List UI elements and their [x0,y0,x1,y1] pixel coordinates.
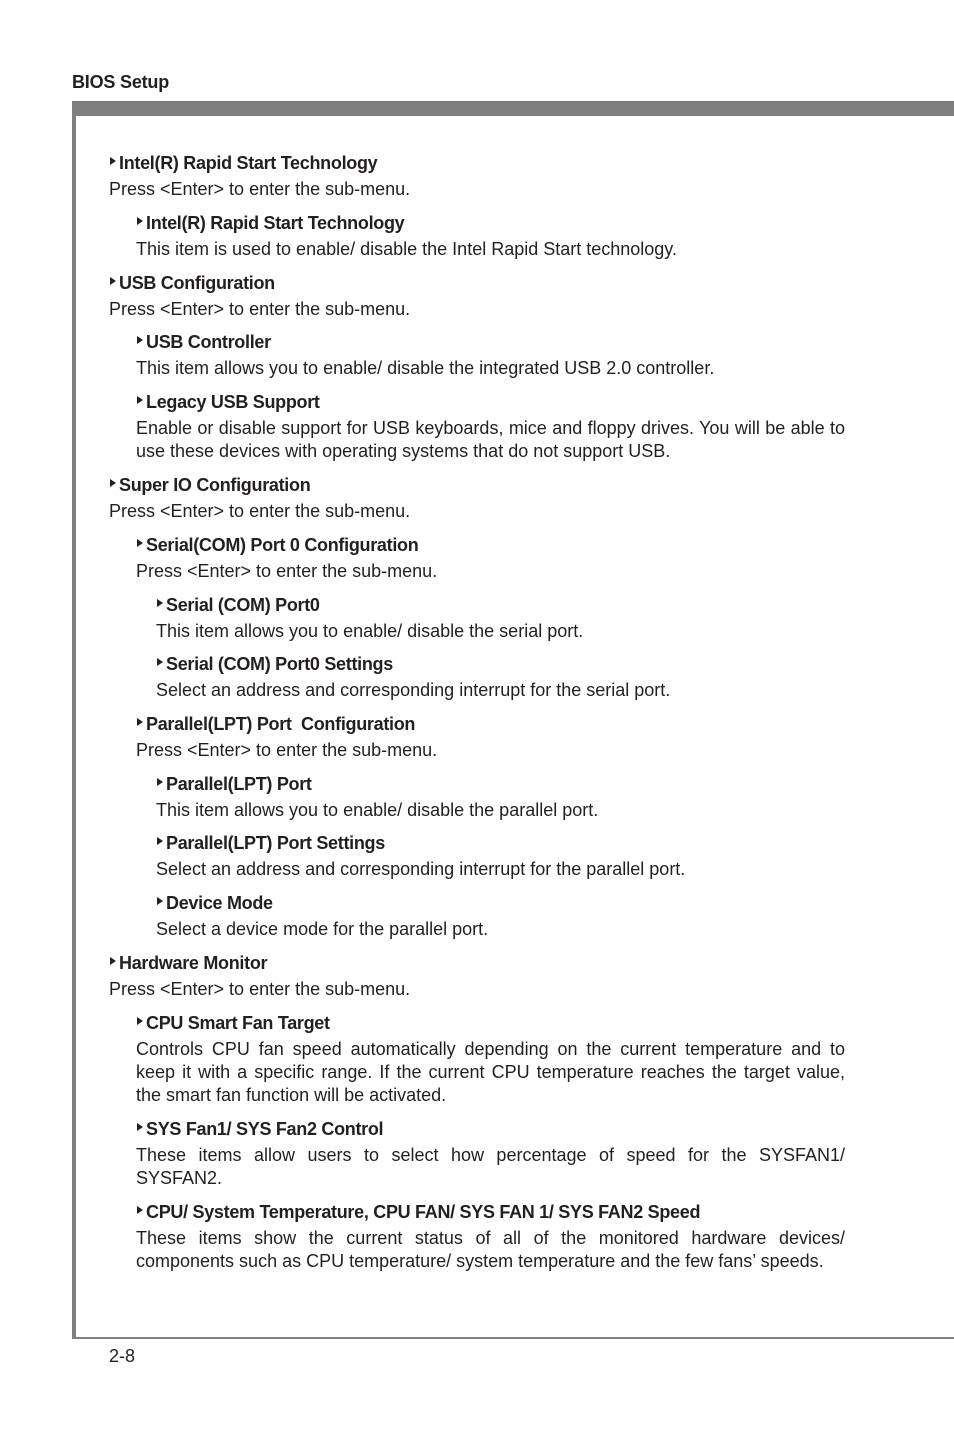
triangle-bullet-icon [110,479,116,487]
item-description: These items allow users to select how percentage of speed for the SYSFAN1/ SYSFAN2. [136,1145,845,1188]
item-heading [136,534,845,557]
item-description: This item is used to enable/ disable the Intel Rapid Start technology. [136,239,677,259]
section-item [109,272,845,321]
item-heading [109,952,845,975]
item-heading [136,391,845,414]
item-heading-text: Serial(COM) Port 0 Configuration [146,535,419,555]
triangle-bullet-icon [137,1123,143,1131]
bottom-border-rule [72,1337,954,1339]
item-description: This item allows you to enable/ disable the integrated USB 2.0 controller. [136,358,715,378]
item-heading-text: USB Controller [146,332,271,352]
item-heading [156,892,845,915]
item-heading-text: Super IO Configuration [119,475,311,495]
left-border-rule [72,101,76,1339]
section-item [109,952,845,1001]
item-heading [156,653,845,676]
item-description: This item allows you to enable/ disable the serial port. [156,621,584,641]
triangle-bullet-icon [137,539,143,547]
section-item [136,331,845,380]
item-heading [109,474,845,497]
page-number: 2-8 [109,1346,136,1366]
item-description: Press <Enter> to enter the sub-menu. [136,561,438,581]
item-description: Press <Enter> to enter the sub-menu. [109,299,411,319]
section-item [156,653,845,702]
triangle-bullet-icon [137,1017,143,1025]
item-heading-text: Legacy USB Support [146,392,320,412]
triangle-bullet-icon [137,336,143,344]
item-description: Controls CPU fan speed automatically depending on the current temperature and to keep it with a specific range. If the current CPU temperature reaches the target value, the smart fan function will be activated. [136,1039,845,1105]
item-heading-text: Intel(R) Rapid Start Technology [146,213,405,233]
section-item [156,594,845,643]
item-heading [156,594,845,617]
section-item [156,892,845,941]
item-heading-text: SYS Fan1/ SYS Fan2 Control [146,1119,384,1139]
section-item [156,832,845,881]
item-heading [136,1012,845,1035]
section-item [136,713,845,762]
item-heading-text: Parallel(LPT) Port Settings [166,833,385,853]
section-item [136,534,845,583]
triangle-bullet-icon [157,778,163,786]
triangle-bullet-icon [157,897,163,905]
item-heading-text: Parallel(LPT) Port Configuration [146,714,416,734]
section-item [109,474,845,523]
item-heading [156,773,845,796]
item-heading-text: CPU Smart Fan Target [146,1013,330,1033]
item-heading-text: Parallel(LPT) Port [166,774,312,794]
header-bar [72,101,954,116]
item-heading [136,713,845,736]
item-description: Enable or disable support for USB keyboards, mice and floppy drives. You will be able to use these devices with operating systems that do not support USB. [136,418,845,461]
item-heading-text: Serial (COM) Port0 Settings [166,654,393,674]
section-item [156,773,845,822]
section-item [136,1118,845,1190]
triangle-bullet-icon [137,718,143,726]
triangle-bullet-icon [110,957,116,965]
triangle-bullet-icon [157,837,163,845]
item-heading-text: Hardware Monitor [119,953,268,973]
triangle-bullet-icon [157,599,163,607]
item-description: Press <Enter> to enter the sub-menu. [109,179,411,199]
item-heading [156,832,845,855]
item-heading-text: USB Configuration [119,273,275,293]
triangle-bullet-icon [157,658,163,666]
section-item [109,152,845,201]
item-heading [136,212,845,235]
section-item [136,1201,845,1273]
item-heading [136,1118,845,1141]
triangle-bullet-icon [110,157,116,165]
item-description: This item allows you to enable/ disable the parallel port. [156,800,599,820]
item-description: Press <Enter> to enter the sub-menu. [109,501,411,521]
section-item [136,1012,845,1107]
item-description: Press <Enter> to enter the sub-menu. [109,979,411,999]
section-item [136,391,845,463]
item-heading [109,152,845,175]
item-heading-text: Serial (COM) Port0 [166,595,320,615]
triangle-bullet-icon [137,396,143,404]
item-description: Select an address and corresponding interrupt for the serial port. [156,680,671,700]
item-description: Select an address and corresponding interrupt for the parallel port. [156,859,686,879]
item-description: Select a device mode for the parallel port. [156,919,489,939]
triangle-bullet-icon [110,277,116,285]
item-heading [109,272,845,295]
section-item [136,212,845,261]
triangle-bullet-icon [137,217,143,225]
page-header-title: BIOS Setup [72,72,170,92]
triangle-bullet-icon [137,1206,143,1214]
item-heading-text: Device Mode [166,893,273,913]
item-heading [136,1201,845,1224]
item-description: Press <Enter> to enter the sub-menu. [136,740,438,760]
item-heading-text: Intel(R) Rapid Start Technology [119,153,378,173]
item-heading [136,331,845,354]
item-heading-text: CPU/ System Temperature, CPU FAN/ SYS FAN 1/ SYS FAN2 Speed [146,1202,701,1222]
item-description: These items show the current status of all of the monitored hardware devices/ components such as CPU temperature/ system temperature and the few fans’ speeds. [136,1228,845,1271]
